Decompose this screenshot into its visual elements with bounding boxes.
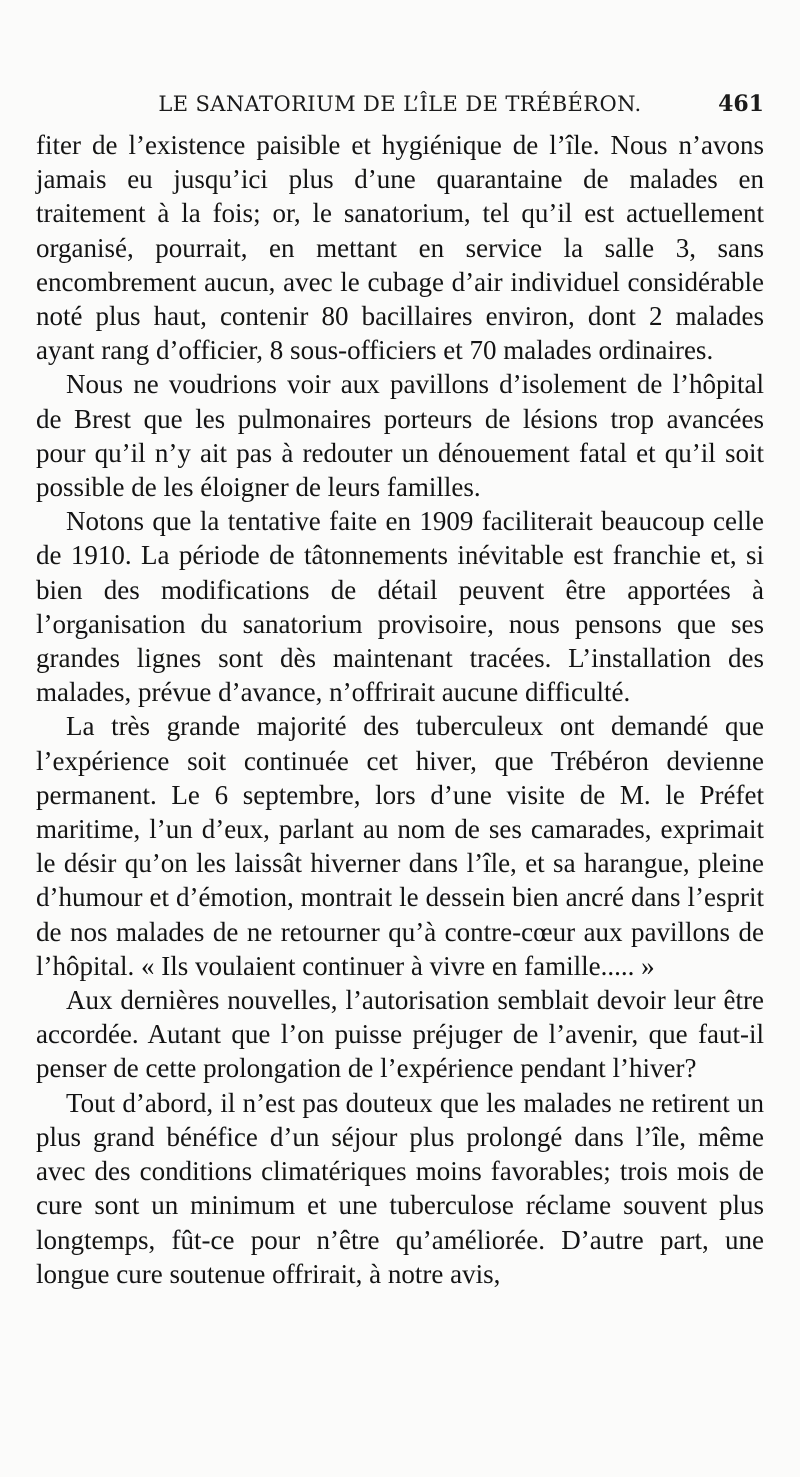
paragraph-6: Tout d’abord, il n’est pas douteux que les malades ne retirent un plus grand bénéfice d’un séjour plus prolongé dans l’île, même avec des conditions climatériques moins favorables; trois mois de cure sont un minimum et une tuberculose réclame souvent plus longtemps, fût-ce pour n’être qu’améliorée. D’autre part, une longue cure soutenue offrirait, à notre avis,	[36, 1087, 764, 1289]
page-header	[36, 90, 764, 122]
paragraph-1: fiter de l’existence paisible et hygiénique de l’île. Nous n’avons jamais eu jusqu’ici plus d’une quarantaine de malades en traitement à la fois; or, le sanatorium, tel qu’il est actuellement organisé, pourrait, en mettant en service la salle 3, sans encombrement aucun, avec le cubage d’air individuel considérable noté plus haut, contenir 80 bacillaires environ, dont 2 malades ayant rang d’officier, 8 sous-officiers et 70 malades ordinaires.	[36, 130, 764, 366]
paragraph-2: Nous ne voudrions voir aux pavillons d’isolement de l’hôpital de Brest que les pulmonaires porteurs de lésions trop avancées pour qu’il n’y ait pas à redouter un dénouement fatal et qu’il soit possible de les éloigner de leurs familles.	[36, 369, 764, 503]
running-title: LE SANATORIUM DE L’ÎLE DE TRÉBÉRON.	[158, 92, 642, 116]
page-number: 461	[718, 91, 764, 117]
body-text	[36, 128, 764, 1291]
paragraph-3: Notons que la tentative faite en 1909 faciliterait beaucoup celle de 1910. La période de tâtonnements inévitable est franchie et, si bien des modifications de détail peuvent être apportées à l’organisation du sanatorium provisoire, nous pensons que ses grandes lignes sont dès maintenant tracées. L’installation des malades, prévue d’avance, n’offrirait aucune difficulté.	[36, 506, 764, 708]
paragraph-4: La très grande majorité des tuberculeux ont demandé que l’expérience soit continuée cet hiver, que Trébéron devienne permanent. Le 6 septembre, lors d’une visite de M. le Préfet maritime, l’un d’eux, parlant au nom de ses camarades, exprimait le désir qu’on les laissât hiverner dans l’île, et sa harangue, pleine d’humour et d’émotion, montrait le dessein bien ancré dans l’esprit de nos malades de ne retourner qu’à contre-cœur aux pavillons de l’hôpital. « Ils voulaient continuer à vivre en famille..... »	[36, 711, 764, 981]
paragraph-5: Aux dernières nouvelles, l’autorisation semblait devoir leur être accordée. Autant que l’on puisse préjuger de l’avenir, que faut-il penser de cette prolongation de l’expérience pendant l’hiver?	[36, 985, 764, 1084]
